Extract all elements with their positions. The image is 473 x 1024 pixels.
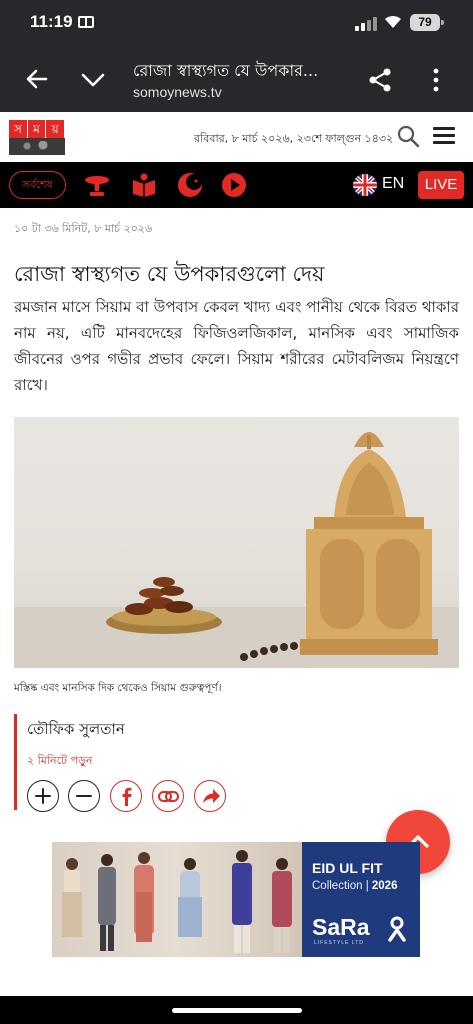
ad-banner[interactable] (52, 842, 420, 957)
moon-icon[interactable] (176, 171, 204, 199)
read-time: ২ মিনিটে পড়ুন (27, 754, 93, 767)
back-arrow-icon[interactable] (22, 64, 52, 94)
home-indicator[interactable] (172, 1008, 302, 1013)
live-button[interactable]: LIVE (418, 171, 464, 199)
facebook-icon (111, 781, 143, 813)
sara-logo-icon (386, 916, 408, 942)
header-date: রবিবার, ৮ মার্চ ২০২৬, ২৩শে ফাল্গুন ১৪৩২ (194, 132, 394, 145)
article-title: রোজা স্বাস্থ্যগত যে উপকারগুলো দেয় (14, 262, 325, 286)
podium-icon[interactable] (83, 171, 111, 199)
browser-url[interactable]: somoynews.tv (133, 84, 222, 100)
ad-brand-panel (302, 842, 420, 957)
latest-news-button[interactable]: সর্বশেষ (9, 171, 66, 199)
play-icon[interactable] (220, 171, 248, 199)
chevron-down-icon[interactable] (78, 66, 108, 96)
site-header (0, 112, 473, 162)
logo-globe-strip (9, 138, 65, 155)
category-navbar (0, 162, 473, 208)
image-caption: মস্তিষ্ক এবং মানসিক দিক থেকেও সিয়াম গুরুত্বপূর্ণ। (14, 682, 222, 694)
language-toggle[interactable]: EN (382, 175, 405, 192)
system-nav-bar (0, 996, 473, 1024)
uk-flag-icon[interactable] (353, 174, 377, 196)
browser-page-title: রোজা স্বাস্থ্যগত যে উপকার... (133, 61, 319, 80)
wifi-icon (383, 13, 403, 33)
zoom-out-icon (69, 781, 101, 813)
share-icon (195, 781, 227, 813)
book-icon (78, 16, 94, 28)
battery-indicator: 79 (410, 14, 440, 31)
status-time: 11:19 (30, 12, 73, 31)
share-button[interactable] (194, 780, 226, 812)
status-bar (0, 0, 473, 48)
ad-brand-name: SaRa (312, 914, 370, 940)
book-icon[interactable] (130, 171, 158, 199)
article-publish-time: ১০ টা ৩৬ মিনিট, ৮ মার্চ ২০২৬ (14, 222, 153, 235)
somoy-logo[interactable] (9, 120, 65, 156)
ad-brand-subtitle: LIFESTYLE LTD (314, 940, 364, 946)
ad-collection (312, 880, 397, 892)
search-icon[interactable] (396, 124, 420, 148)
ad-collection-label: Collection | (312, 880, 369, 892)
zoom-out-button[interactable] (68, 780, 100, 812)
logo-letter: স (9, 120, 27, 138)
ad-models-photo (52, 842, 302, 957)
browser-toolbar (0, 48, 473, 112)
copy-link-button[interactable] (152, 780, 184, 812)
logo-letter: ম (28, 120, 46, 138)
ad-year: 2026 (371, 880, 398, 892)
signal-icon (355, 15, 377, 31)
more-vert-icon[interactable] (426, 66, 446, 94)
zoom-in-button[interactable] (27, 780, 59, 812)
article-lead: রমজান মাসে সিয়াম বা উপবাস কেবল খাদ্য এবং পানীয় থেকে বিরত থাকার নাম নয়, এটি মানবদেহের ফিজিওলজিকাল, মানসিক এবং সামাজিক জীবনের ওপর গভীর প্রভাব ফেলে। সিয়াম শরীরের মেটাবলিজম নিয়ন্ত্রণে রাখে। (14, 298, 459, 394)
facebook-share-button[interactable] (110, 780, 142, 812)
share-icon[interactable] (366, 66, 394, 94)
link-icon (153, 781, 185, 813)
zoom-in-icon (28, 781, 60, 813)
author-block (14, 714, 314, 810)
author-name[interactable]: তৌফিক সুলতান (27, 720, 125, 738)
ad-headline: EID UL FIT (312, 860, 383, 876)
logo-letter: য় (46, 120, 64, 138)
hamburger-menu-icon[interactable] (433, 127, 455, 145)
article-hero-image (14, 417, 459, 668)
